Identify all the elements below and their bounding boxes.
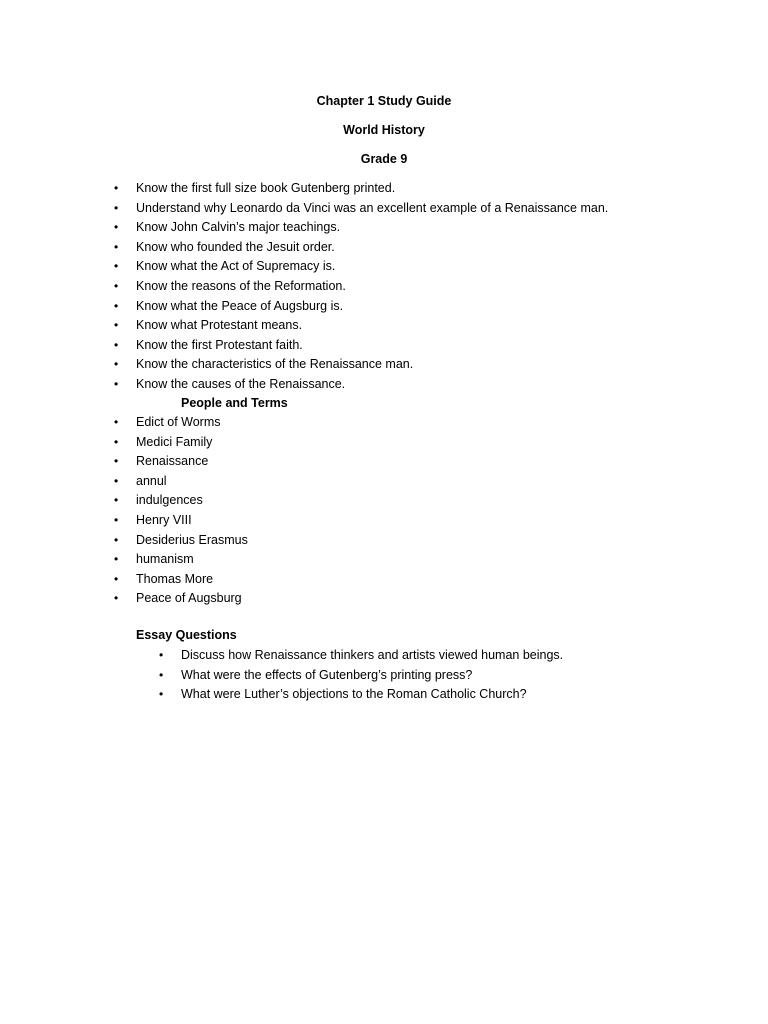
- bullet-icon: •: [114, 318, 119, 333]
- list-item: [0, 532, 768, 552]
- term-text: Edict of Worms: [136, 415, 221, 429]
- bullet-icon: •: [114, 259, 119, 274]
- people-terms-heading: People and Terms: [181, 396, 288, 410]
- list-item: [0, 434, 768, 454]
- subject-title: World History: [343, 123, 425, 137]
- bullet-icon: •: [114, 239, 119, 254]
- bullet-icon: •: [114, 415, 119, 429]
- list-item: [0, 453, 768, 473]
- objective-text: Understand why Leonardo da Vinci was an excellent example of a Renaissance man.: [136, 200, 609, 215]
- bullet-icon: •: [114, 200, 119, 215]
- list-item: [0, 376, 768, 396]
- bullet-icon: •: [114, 298, 119, 313]
- list-item: [0, 590, 768, 610]
- list-item: [0, 200, 768, 220]
- objective-text: Know John Calvin’s major teachings.: [136, 220, 341, 235]
- list-item: [0, 317, 768, 337]
- term-text: Peace of Augsburg: [136, 591, 242, 606]
- list-item: [0, 356, 768, 376]
- list-item: [0, 571, 768, 591]
- bullet-icon: •: [114, 493, 119, 508]
- grade-title: Grade 9: [360, 152, 408, 166]
- bullet-icon: •: [114, 434, 119, 449]
- objective-text: Know the reasons of the Reformation.: [136, 278, 346, 293]
- term-text: humanism: [136, 552, 194, 567]
- list-item: [0, 473, 768, 493]
- list-item: [0, 414, 768, 434]
- list-item: [0, 298, 768, 318]
- list-item: [0, 647, 768, 667]
- objective-text: Know what the Peace of Augsburg is.: [136, 298, 344, 313]
- list-item: [0, 667, 768, 687]
- term-text: Renaissance: [136, 454, 209, 469]
- objective-text: Know the causes of the Renaissance.: [136, 376, 346, 391]
- term-text: Desiderius Erasmus: [136, 532, 248, 547]
- essay-questions-heading: Essay Questions: [136, 628, 237, 642]
- list-item: [0, 686, 768, 706]
- list-item: [0, 551, 768, 571]
- essay-question-text: Discuss how Renaissance thinkers and artists viewed human beings.: [181, 648, 564, 662]
- objective-text: Know the first Protestant faith.: [136, 337, 303, 352]
- term-text: Henry VIII: [136, 512, 192, 527]
- bullet-icon: •: [114, 220, 119, 235]
- objectives-list: [0, 180, 768, 396]
- bullet-icon: •: [114, 591, 119, 606]
- bullet-icon: •: [159, 648, 164, 662]
- bullet-icon: •: [114, 571, 119, 586]
- bullet-icon: •: [114, 552, 119, 567]
- list-item: [0, 492, 768, 512]
- bullet-icon: •: [114, 278, 119, 293]
- term-text: Medici Family: [136, 434, 213, 449]
- list-item: [0, 258, 768, 278]
- bullet-icon: •: [114, 454, 119, 469]
- list-item: [0, 278, 768, 298]
- objective-text: Know the characteristics of the Renaissance man.: [136, 357, 414, 372]
- people-terms-list: [0, 414, 768, 610]
- term-text: annul: [136, 473, 167, 488]
- bullet-icon: •: [114, 357, 119, 372]
- bullet-icon: •: [114, 512, 119, 527]
- term-text: Thomas More: [136, 571, 214, 586]
- list-item: [0, 512, 768, 532]
- objective-text: Know what the Act of Supremacy is.: [136, 259, 336, 274]
- objective-text: Know the first full size book Gutenberg printed.: [136, 181, 396, 195]
- list-item: [0, 219, 768, 239]
- bullet-icon: •: [114, 473, 119, 488]
- objective-text: Know what Protestant means.: [136, 318, 303, 333]
- list-item: [0, 180, 768, 200]
- bullet-icon: •: [159, 667, 164, 682]
- bullet-icon: •: [114, 181, 119, 195]
- bullet-icon: •: [114, 376, 119, 391]
- essay-question-text: What were Luther’s objections to the Roman Catholic Church?: [181, 687, 527, 702]
- bullet-icon: •: [114, 337, 119, 352]
- essay-question-text: What were the effects of Gutenberg’s printing press?: [181, 667, 473, 682]
- list-item: [0, 337, 768, 357]
- term-text: indulgences: [136, 493, 203, 508]
- list-item: [0, 239, 768, 259]
- essay-questions-list: [0, 647, 768, 706]
- objective-text: Know who founded the Jesuit order.: [136, 239, 335, 254]
- bullet-icon: •: [114, 532, 119, 547]
- bullet-icon: •: [159, 687, 164, 702]
- page-title: Chapter 1 Study Guide: [316, 94, 452, 108]
